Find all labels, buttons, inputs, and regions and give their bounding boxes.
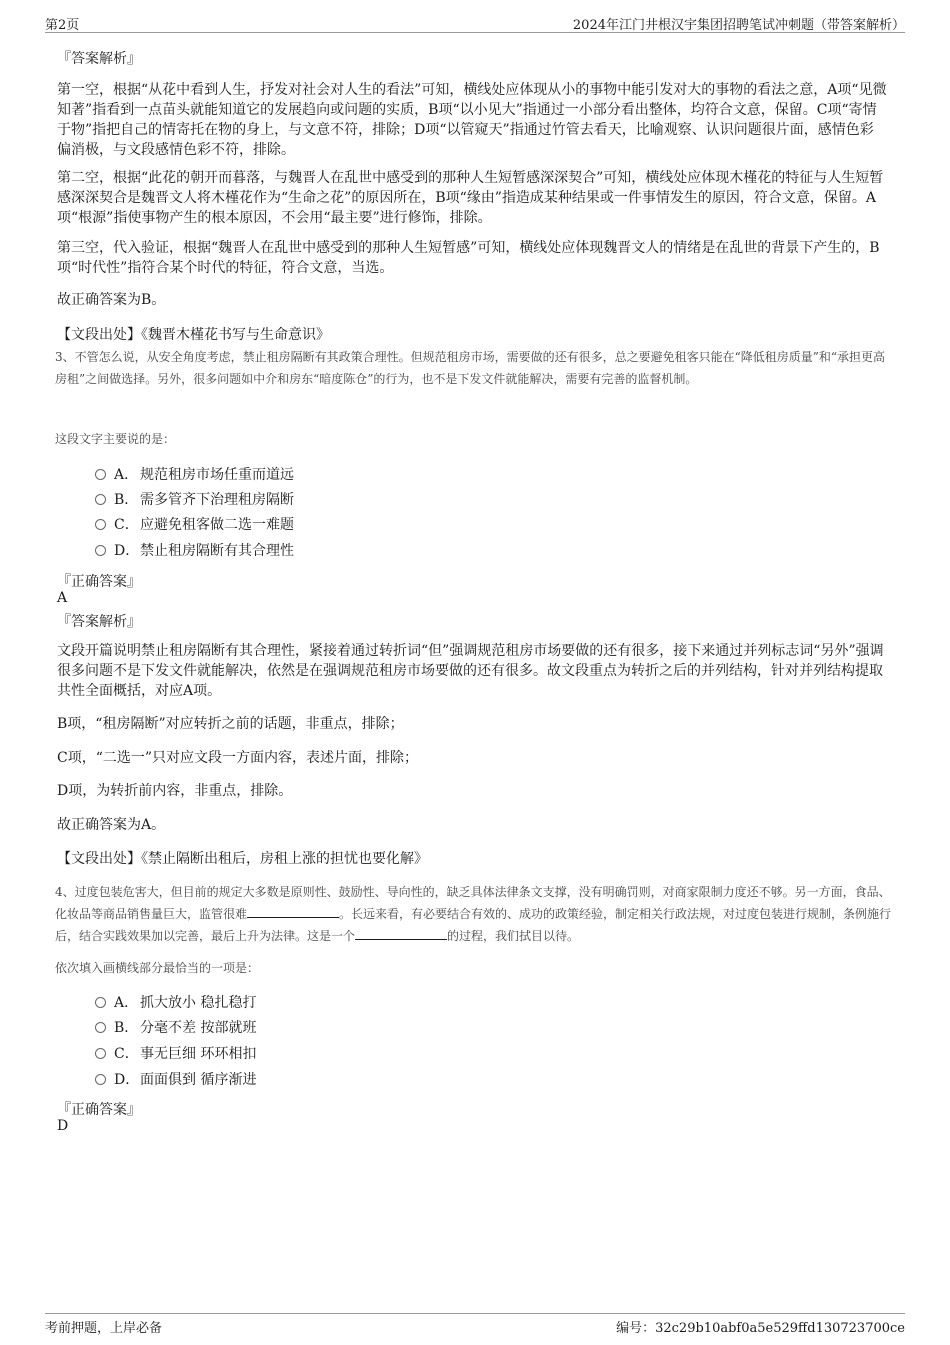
option-d[interactable]: D．禁止租房隔断有其合理性 bbox=[95, 540, 294, 562]
radio-icon[interactable] bbox=[95, 1048, 106, 1059]
option-d[interactable]: D．面面俱到 循序渐进 bbox=[95, 1069, 256, 1091]
option-c[interactable]: C．应避免租客做二选一难题 bbox=[95, 514, 294, 536]
analysis-paragraph: 第二空，根据“此花的朝开而暮落，与魏晋人在乱世中感受到的那种人生短暂感深深契合”可知，横线处应体现木槿花的特征与人生短暂感深深契合是魏晋文人将木槿花作为“生命之花”的原因所在，B项“缘由”指造成某种结果或一件事情发生的原因，符合文意，保留。A项“根源”指使事物产生的根本原因，不会用“最主要”进行修饰，排除。 bbox=[57, 170, 884, 226]
correct-answer: D bbox=[57, 1118, 69, 1134]
question-prompt: 依次填入画横线部分最恰当的一项是： bbox=[55, 961, 260, 975]
page-number: 第2页 bbox=[45, 18, 80, 33]
question-prompt: 这段文字主要说的是： bbox=[55, 432, 176, 446]
radio-icon[interactable] bbox=[95, 1022, 106, 1033]
radio-icon[interactable] bbox=[95, 469, 106, 480]
page-footer bbox=[45, 1313, 905, 1336]
option-b[interactable]: B． 分毫不差 按部就班 bbox=[95, 1017, 256, 1039]
conclusion: 故正确答案为B。 bbox=[57, 292, 166, 308]
document-code: 编号：32c29b10abf0a5e529ffd130723700ce bbox=[616, 1321, 905, 1336]
analysis-label: 『答案解析』 bbox=[57, 614, 141, 630]
option-a[interactable]: A． 规范租房市场任重而道远 bbox=[95, 464, 294, 486]
correct-answer: A bbox=[57, 590, 68, 606]
option-c[interactable]: C．事无巨细 环环相扣 bbox=[95, 1043, 256, 1065]
analysis-paragraph: D项，为转折前内容，非重点，排除。 bbox=[57, 783, 293, 799]
option-b[interactable]: B． 需多管齐下治理租房隔断 bbox=[95, 489, 294, 511]
option-a[interactable]: A． 抓大放小 稳扎稳打 bbox=[95, 992, 256, 1014]
radio-icon[interactable] bbox=[95, 494, 106, 505]
radio-icon[interactable] bbox=[95, 1074, 106, 1085]
question-text: 3、不管怎么说，从安全角度考虑，禁止租房隔断有其政策合理性。但规范租房市场，需要做的还有很多，总之要避免租客只能在“降低租房质量”和“承担更高房租”之间做选择。另外，很多问题如中介和房东“暗度陈仓”的行为，也不是下发文件就能解决，需要有完善的监督机制。 bbox=[55, 350, 886, 386]
conclusion: 故正确答案为A。 bbox=[57, 817, 166, 833]
fill-blank bbox=[355, 927, 447, 940]
analysis-paragraph: 文段开篇说明禁止租房隔断有其合理性，紧接着通过转折词“但”强调规范租房市场要做的还有很多，接下来通过并列标志词“另外”强调很多问题不是下发文件就能解决，依然是在强调规范租房市场要做的还有很多。故文段重点为转折之后的并列结构，针对并列结构提取共性全面概括，对应A项。 bbox=[57, 643, 884, 699]
source-citation: 【文段出处】《魏晋木槿花书写与生命意识》 bbox=[57, 327, 330, 343]
correct-answer-label: 『正确答案』 bbox=[57, 1102, 141, 1118]
analysis-paragraph: B项，“租房隔断”对应转折之前的话题，非重点，排除； bbox=[57, 716, 404, 732]
question-text: 4、过度包装危害大，但目前的规定大多数是原则性、鼓励性、导向性的，缺乏具体法律条文支撑，没有明确罚则，对商家限制力度还不够。另一方面，食品、化妆品等商品销售量巨大，监管很难 。长远来看，有必要结合有效的、成功的政策经验，制定相关行政法规，对过度包装进行规制，条例施行后，结合实践效果加以完善，最后上升为法律。这是一个 的过程，我们拭目以待。 bbox=[55, 885, 892, 943]
analysis-label: 『答案解析』 bbox=[57, 51, 141, 67]
footer-slogan: 考前押题，上岸必备 bbox=[45, 1321, 163, 1336]
page-header bbox=[45, 12, 905, 33]
radio-icon[interactable] bbox=[95, 997, 106, 1008]
document-title: 2024年江门井根汉宇集团招聘笔试冲刺题（带答案解析） bbox=[572, 18, 905, 33]
source-citation: 【文段出处】《禁止隔断出租后，房租上涨的担忧也要化解》 bbox=[57, 851, 428, 867]
correct-answer-label: 『正确答案』 bbox=[57, 574, 141, 590]
radio-icon[interactable] bbox=[95, 545, 106, 556]
analysis-paragraph: C项，“二选一”只对应文段一方面内容，表述片面，排除； bbox=[57, 750, 419, 766]
analysis-paragraph: 第一空，根据“从花中看到人生，抒发对社会对人生的看法”可知，横线处应体现从小的事物中能引发对大的事物的看法之意，A项“见微知著”指看到一点苗头就能知道它的发展趋向或问题的实质，B项“以小见大”指通过一小部分看出整体，均符合文意，保留。C项“寄情于物”指把自己的情寄托在物的身上，与文意不符，排除；D项“以管窥天”指通过竹管去看天，比喻观察、认识问题很片面，感情色彩偏消极，与文段感情色彩不符，排除。 bbox=[57, 82, 887, 158]
analysis-paragraph: 第三空，代入验证，根据“魏晋人在乱世中感受到的那种人生短暂感”可知，横线处应体现魏晋文人的情绪是在乱世的背景下产生的，B项“时代性”指符合某个时代的特征，符合文意，当选。 bbox=[57, 240, 880, 276]
fill-blank bbox=[247, 905, 339, 918]
radio-icon[interactable] bbox=[95, 519, 106, 530]
